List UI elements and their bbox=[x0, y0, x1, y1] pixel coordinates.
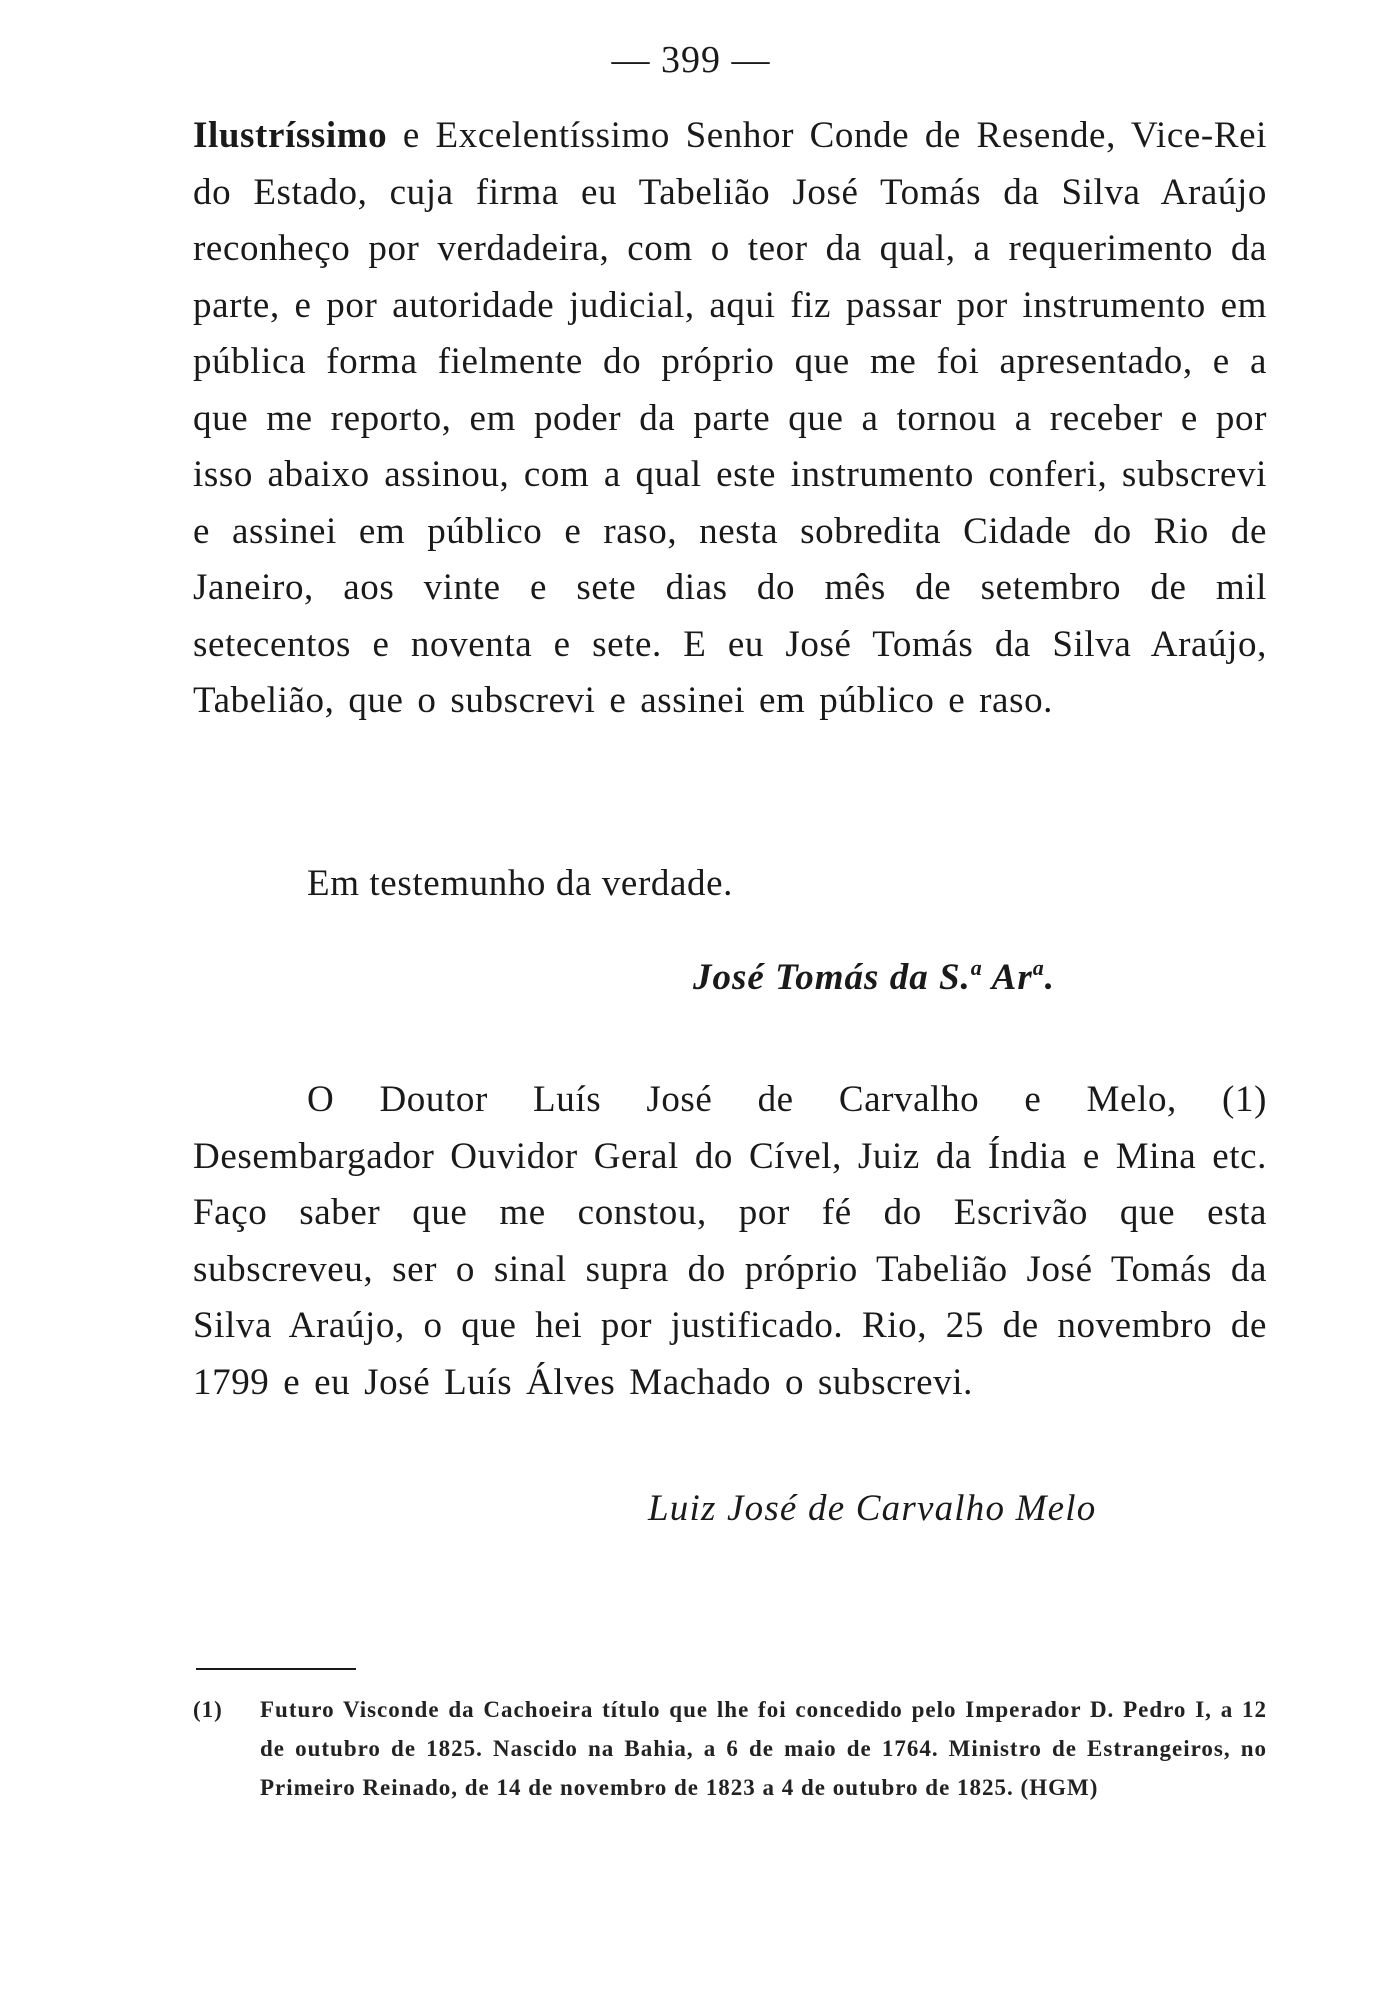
signature-judge: Luiz José de Carvalho Melo bbox=[648, 1488, 1097, 1529]
signature-notary-sup-2: a bbox=[1032, 955, 1045, 980]
footnote-divider bbox=[196, 1668, 356, 1670]
signature-notary-end: . bbox=[1044, 957, 1056, 998]
paragraph-judicial-justification: O Doutor Luís José de Carvalho e Melo, (1) Desembargador Ouvidor Geral do Cível, Juiz da Índia e Mina etc. Faço saber que me constou, por fé do Escrivão que esta subscreveu, ser o sinal supra do próprio Tabelião José Tomás da Silva Araújo, o que hei por justificado. Rio, 25 de novembro de 1799 e eu José Luís Álves Machado o subscrevi. bbox=[193, 1079, 1267, 1403]
signature-notary-main: José Tomás da S. bbox=[693, 957, 971, 998]
signature-notary bbox=[693, 955, 1055, 999]
testimony-line: Em testemunho da verdade. bbox=[307, 863, 733, 904]
footnote-text: Futuro Visconde da Cachoeira título que lhe foi concedido pelo Imperador D. Pedro I, a 12 de outubro de 1825. Nascido na Bahia, a 6 de maio de 1764. Ministro de Estrangeiros, no Primeiro Reinado, de 14 de novembro de 1823 a 4 de outubro de 1825. (HGM) bbox=[260, 1697, 1267, 1800]
paragraph-lead-word: Ilustríssimo bbox=[193, 115, 388, 156]
signature-notary-sup-1: a bbox=[970, 955, 983, 980]
page-number: — 399 — bbox=[611, 39, 771, 81]
signature-notary-mid: Ar bbox=[982, 957, 1033, 998]
footnote-marker: (1) bbox=[193, 1697, 223, 1722]
footnote bbox=[193, 1690, 1267, 1807]
paragraph-body-text: e Excelentíssimo Senhor Conde de Resende, Vice-Rei do Estado, cuja firma eu Tabelião José Tomás da Silva Araújo reconheço por verdadeira, com o teor da qual, a requerimento da parte, e por autoridade judicial, aqui fiz passar por instrumento em pública forma fielmente do próprio que me foi apresentado, e a que me reporto, em poder da parte que a tornou a receber e por isso abaixo assinou, com a qual este instrumento conferi, subscrevi e assinei em público e raso, nesta sobredita Cidade do Rio de Janeiro, aos vinte e sete dias do mês de setembro de mil setecentos e noventa e sete. E eu José Tomás da Silva Araújo, Tabelião, que o subscrevi e assinei em público e raso. bbox=[193, 115, 1267, 721]
paragraph-notarial-certification bbox=[193, 108, 1267, 730]
